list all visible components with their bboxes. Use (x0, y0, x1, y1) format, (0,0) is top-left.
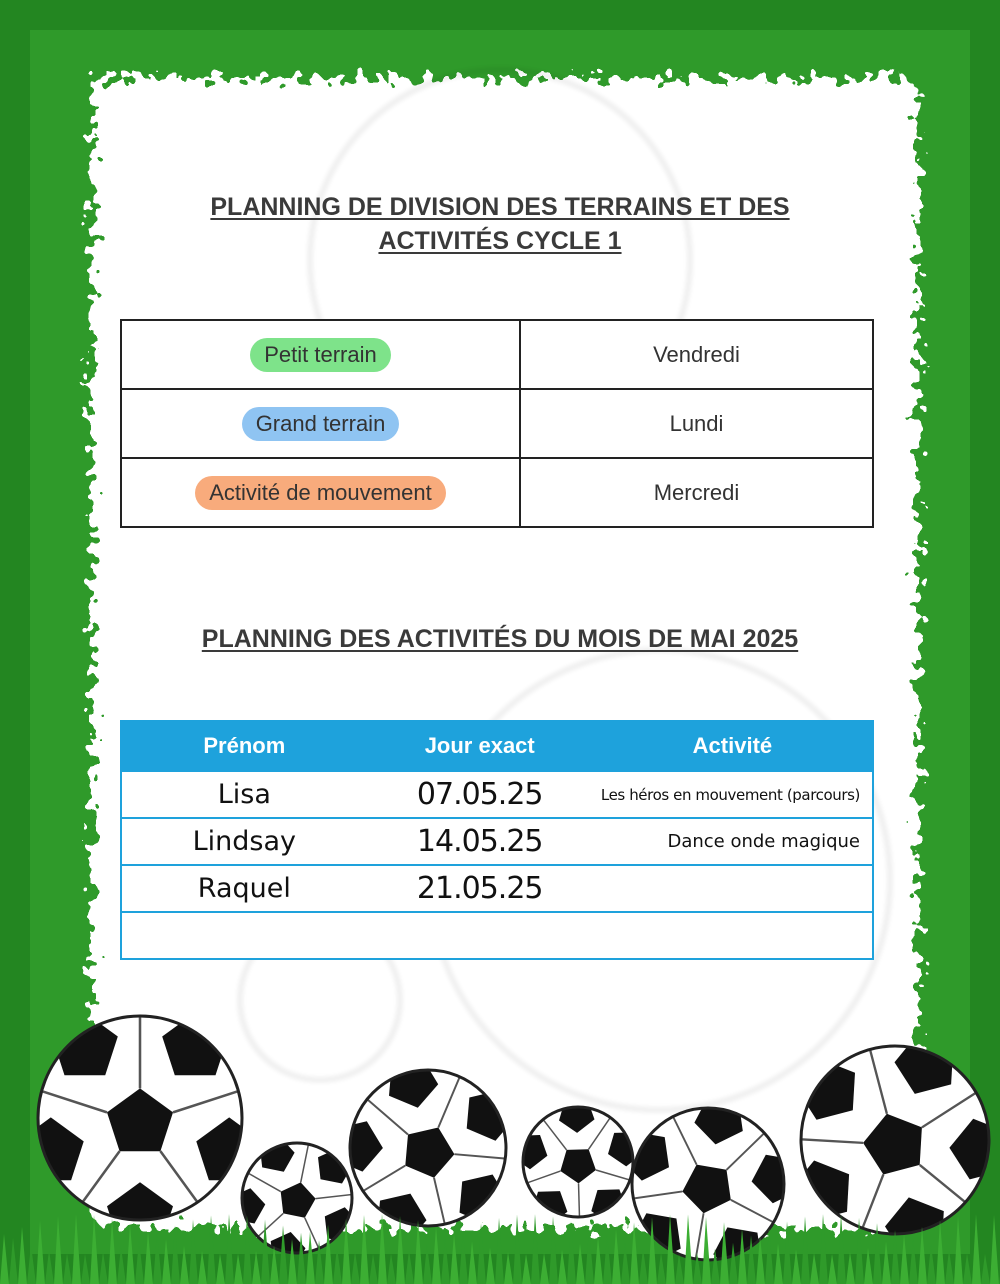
terrain-schedule-table (120, 319, 874, 528)
day-mercredi: Mercredi (520, 458, 873, 527)
cell-activity (593, 865, 873, 912)
title-activites-mai: PLANNING DES ACTIVITÉS DU MOIS DE MAI 2025 (201, 625, 799, 653)
activities-header-row (121, 721, 873, 771)
cell-name: Lisa (121, 771, 367, 818)
header-prenom: Prénom (121, 721, 367, 771)
schedule-row (121, 458, 873, 527)
cell-activity: Les héros en mouvement (parcours) (593, 771, 873, 818)
day-vendredi: Vendredi (520, 320, 873, 389)
title-line-2: ACTIVITÉS CYCLE 1 (378, 227, 622, 255)
header-activite: Activité (593, 721, 873, 771)
label-petit-terrain: Petit terrain (250, 338, 391, 372)
cell-activity: Dance onde magique (593, 818, 873, 865)
table-row (121, 865, 873, 912)
label-activite-mouvement: Activité de mouvement (195, 476, 446, 510)
label-grand-terrain: Grand terrain (242, 407, 400, 441)
table-row (121, 818, 873, 865)
activities-table (120, 720, 874, 960)
cell-date: 07.05.25 (367, 771, 593, 818)
header-jour-exact: Jour exact (367, 721, 593, 771)
schedule-row (121, 320, 873, 389)
day-lundi: Lundi (520, 389, 873, 458)
title-terrains (150, 190, 850, 258)
cell-name: Lindsay (121, 818, 367, 865)
cell-name (121, 912, 367, 959)
table-row (121, 912, 873, 959)
title-line-1: PLANNING DE DIVISION DES TERRAINS ET DES (210, 193, 790, 221)
schedule-row (121, 389, 873, 458)
cell-date: 21.05.25 (367, 865, 593, 912)
cell-date: 14.05.25 (367, 818, 593, 865)
cell-activity (593, 912, 873, 959)
cell-name: Raquel (121, 865, 367, 912)
cell-date (367, 912, 593, 959)
table-row (121, 771, 873, 818)
